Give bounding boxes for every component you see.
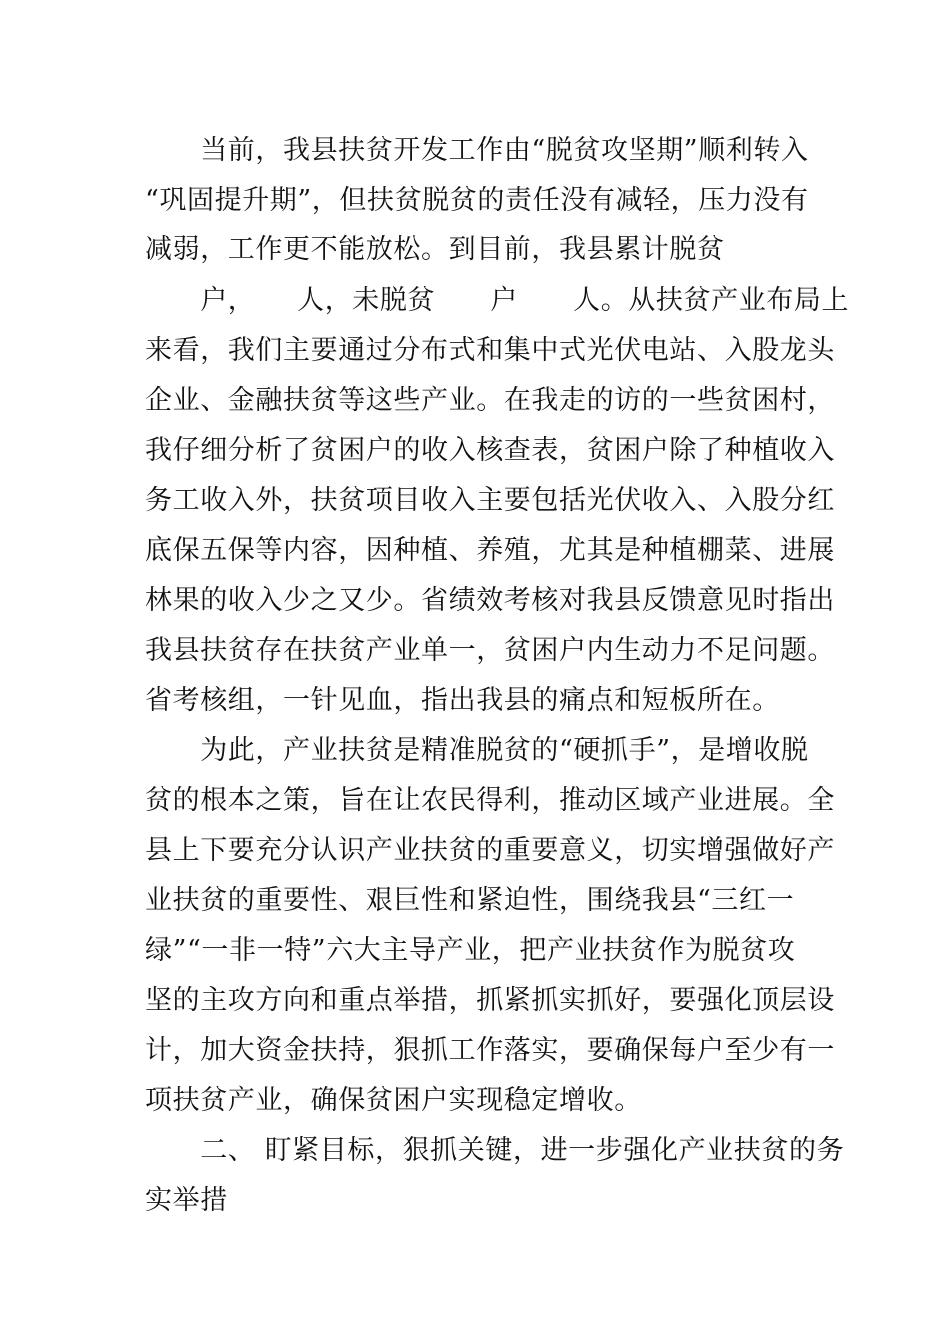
text-line: 计，加大资金扶持，狠抓工作落实，要确保每户至少有一: [145, 1035, 835, 1066]
text-line: 我县扶贫存在扶贫产业单一，贫困户内生动力不足问题。: [145, 635, 835, 666]
text-line: 户， 人，未脱贫 户 人。从扶贫产业布局上: [145, 285, 850, 316]
text-line: 贫的根本之策，旨在让农民得利，推动区域产业进展。全: [145, 785, 835, 816]
text-line: 务工收入外，扶贫项目收入主要包括光伏收入、入股分红: [145, 485, 835, 516]
text-line: 业扶贫的重要性、艰巨性和紧迫性，围绕我县“三红一: [145, 885, 795, 916]
text-line: 县上下要充分认识产业扶贫的重要意义，切实增强做好产: [145, 835, 835, 866]
text-line: 绿”“一非一特”六大主导产业，把产业扶贫作为脱贫攻: [145, 935, 796, 966]
text-line: 为此，产业扶贫是精准脱贫的“硬抓手”，是增收脱: [145, 735, 809, 766]
text-line: 企业、金融扶贫等这些产业。在我走的访的一些贫困村，: [145, 385, 835, 416]
text-line: 减弱，工作更不能放松。到目前，我县累计脱贫: [145, 234, 725, 265]
text-line: 来看，我们主要通过分布式和集中式光伏电站、入股龙头: [145, 335, 835, 366]
text-line: 二、 盯紧目标，狠抓关键，进一步强化产业扶贫的务: [145, 1135, 845, 1166]
text-line: 实举措: [145, 1185, 228, 1216]
text-line: “巩固提升期”，但扶贫脱贫的责任没有减轻，压力没有: [145, 185, 809, 216]
text-line: 我仔细分析了贫困户的收入核查表，贫困户除了种植收入: [145, 435, 835, 466]
text-line: 当前，我县扶贫开发工作由“脱贫攻坚期”顺利转入: [145, 135, 809, 166]
text-line: 坚的主攻方向和重点举措，抓紧抓实抓好，要强化顶层设: [145, 985, 835, 1016]
text-line: 底保五保等内容，因种植、养殖，尤其是种植棚菜、进展: [145, 535, 835, 566]
text-line: 林果的收入少之又少。省绩效考核对我县反馈意见时指出: [145, 585, 835, 616]
text-line: 省考核组，一针见血，指出我县的痛点和短板所在。: [145, 685, 780, 716]
text-line: 项扶贫产业，确保贫困户实现稳定增收。: [145, 1085, 642, 1116]
